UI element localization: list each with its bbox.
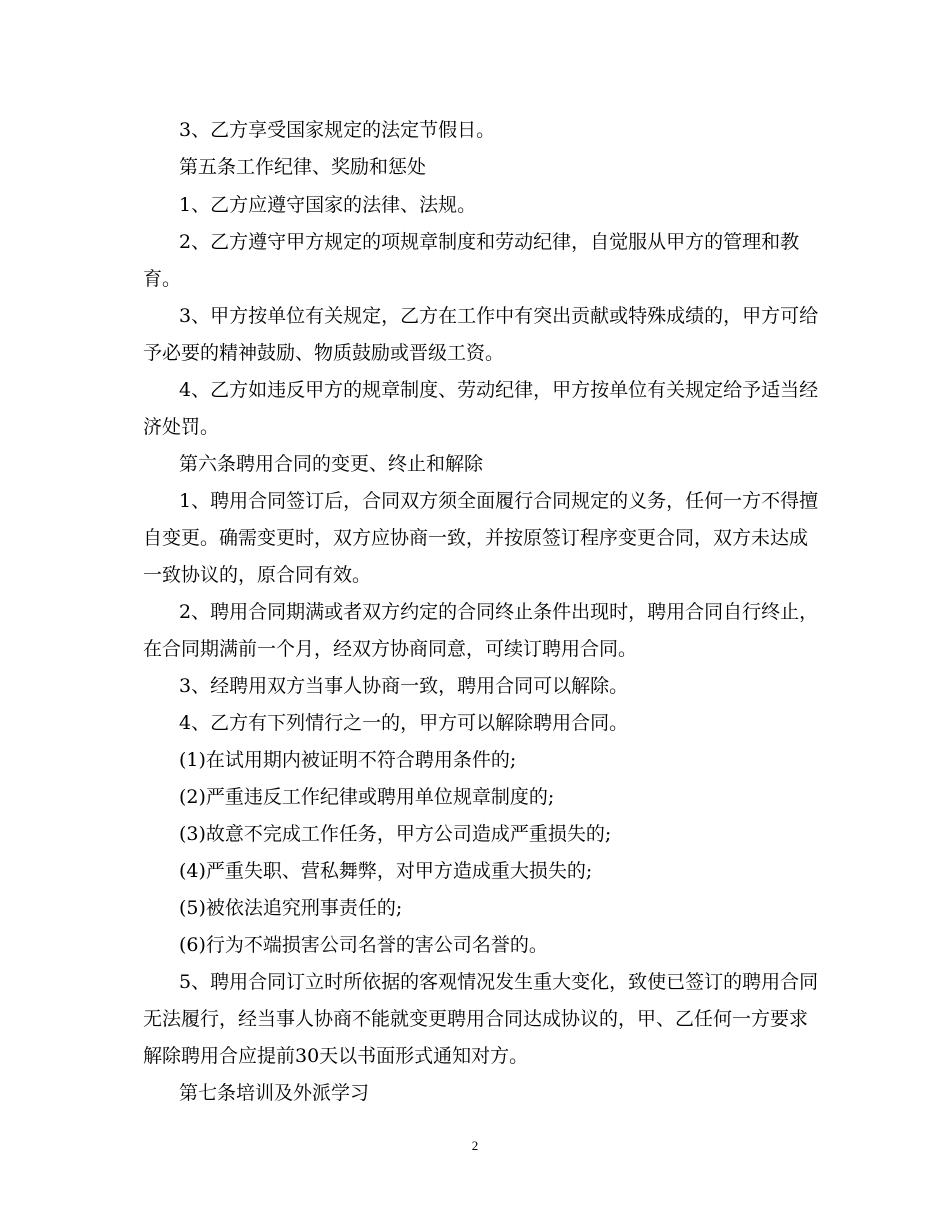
list-item: (5)被依法追究刑事责任的;	[179, 897, 403, 919]
text-line: 1、聘用合同签订后，合同双方须全面履行合同规定的义务，任何一方不得擅	[179, 490, 819, 512]
text-line: 3、乙方享受国家规定的法定节假日。	[179, 119, 496, 141]
text-line: 济处罚。	[143, 416, 220, 438]
section-heading: 第七条培训及外派学习	[179, 1082, 370, 1104]
text-line: 解除聘用合应提前30天以书面形式通知对方。	[143, 1045, 529, 1067]
text-line: 1、乙方应遵守国家的法律、法规。	[179, 194, 477, 216]
page-number: 2	[471, 1138, 479, 1153]
list-item: (3)故意不完成工作任务，甲方公司造成严重损失的;	[179, 823, 612, 845]
text-line: 4、乙方如违反甲方的规章制度、劳动纪律，甲方按单位有关规定给予适当经	[179, 379, 819, 401]
text-line: 自变更。确需变更时，双方应协商一致，并按原签订程序变更合同，双方未达成	[143, 527, 809, 549]
section-heading: 第五条工作纪律、奖励和惩处	[179, 156, 427, 178]
text-line: 在合同期满前一个月，经双方协商同意，可续订聘用合同。	[143, 638, 638, 660]
text-line: 2、聘用合同期满或者双方约定的合同终止条件出现时，聘用合同自行终止，	[179, 601, 819, 623]
text-line: 3、甲方按单位有关规定，乙方在工作中有突出贡献或特殊成绩的，甲方可给	[179, 305, 819, 327]
text-line: 予必要的精神鼓励、物质鼓励或晋级工资。	[143, 342, 505, 364]
text-line: 5、聘用合同订立时所依据的客观情况发生重大变化，致使已签订的聘用合同	[179, 971, 819, 993]
text-line: 育。	[143, 268, 182, 290]
text-line: 4、乙方有下列情行之一的，甲方可以解除聘用合同。	[179, 712, 629, 734]
section-heading: 第六条聘用合同的变更、终止和解除	[179, 453, 484, 475]
list-item: (2)严重违反工作纪律或聘用单位规章制度的;	[179, 786, 555, 808]
text-line: 一致协议的，原合同有效。	[143, 564, 372, 586]
text-line: 2、乙方遵守甲方规定的项规章制度和劳动纪律，自觉服从甲方的管理和教	[179, 231, 800, 253]
text-line: 无法履行，经当事人协商不能就变更聘用合同达成协议的，甲、乙任何一方要求	[143, 1008, 809, 1030]
text-line: 3、经聘用双方当事人协商一致，聘用合同可以解除。	[179, 675, 629, 697]
list-item: (1)在试用期内被证明不符合聘用条件的;	[179, 749, 517, 771]
list-item: (4)严重失职、营私舞弊，对甲方造成重大损失的;	[179, 860, 593, 882]
list-item: (6)行为不端损害公司名誉的害公司名誉的。	[179, 934, 548, 956]
